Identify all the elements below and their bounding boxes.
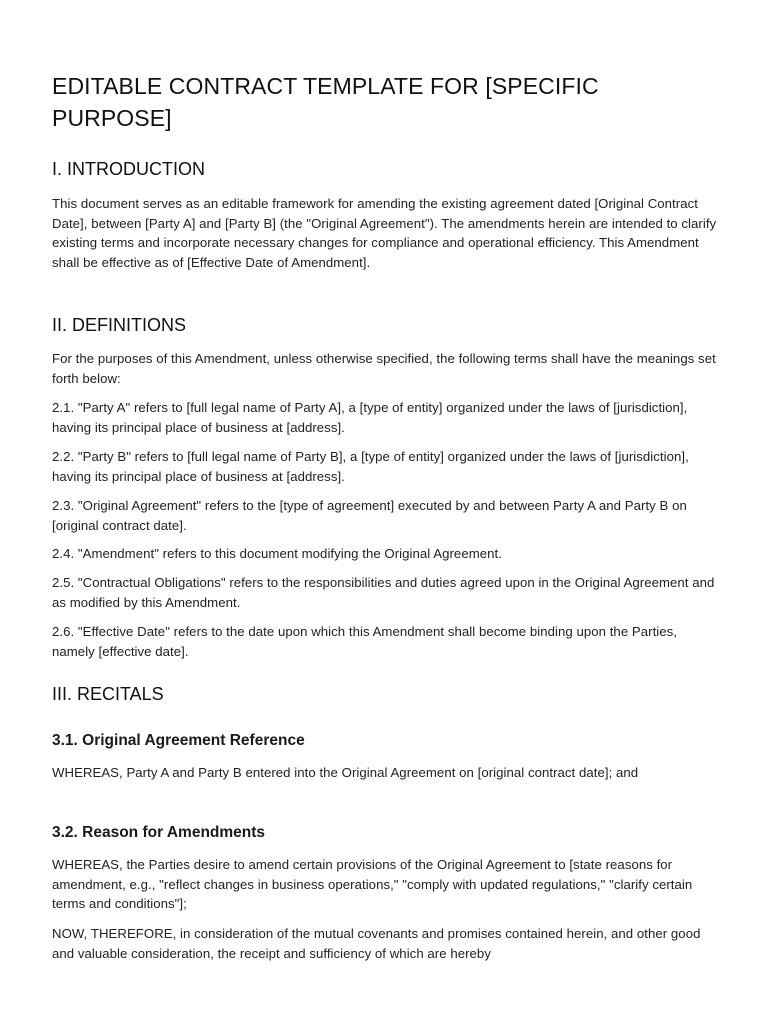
section-heading-definitions: II. DEFINITIONS [52, 315, 187, 335]
definition-item-party-a: 2.1. "Party A" refers to [full legal name of Party A], a [type of entity] organized under the laws of [jurisdiction], having its principal place of business at [address]. [52, 400, 688, 435]
subsection-heading-reason-for-amendments: 3.2. Reason for Amendments [52, 824, 266, 841]
definitions-intro-paragraph: For the purposes of this Amendment, unless otherwise specified, the following terms shall have the meanings set forth below: [52, 351, 716, 386]
subsection-heading-original-agreement-reference: 3.1. Original Agreement Reference [52, 732, 305, 749]
introduction-paragraph: This document serves as an editable framework for amending the existing agreement dated [Original Contract Date], between [Party A] and [Party B] (the "Original Agreement"). The amendments herein are intended to clarify existing terms and incorporate necessary changes for compliance and operational efficiency. This Amendment shall be effective as of [Effective Date of Amendment]. [52, 196, 717, 270]
section-heading-introduction: I. INTRODUCTION [52, 159, 205, 179]
definition-item-party-b: 2.2. "Party B" refers to [full legal name of Party B], a [type of entity] organized under the laws of [jurisdiction], having its principal place of business at [address]. [52, 449, 689, 484]
section-heading-recitals: III. RECITALS [52, 684, 164, 704]
definition-item-contractual-obligations: 2.5. "Contractual Obligations" refers to the responsibilities and duties agreed upon in the Original Agreement and as modified by this Amendment. [52, 575, 715, 610]
recital-reason-paragraph: WHEREAS, the Parties desire to amend certain provisions of the Original Agreement to [state reasons for amendment, e.g., "reflect changes in business operations," "comply with updated regulations," "clarify certain terms and conditions"]; [52, 857, 693, 912]
document-title: EDITABLE CONTRACT TEMPLATE FOR [SPECIFIC PURPOSE] [52, 73, 599, 131]
definition-item-amendment: 2.4. "Amendment" refers to this document modifying the Original Agreement. [52, 546, 502, 561]
definition-item-original-agreement: 2.3. "Original Agreement" refers to the [type of agreement] executed by and between Party A and Party B on [original contract date]. [52, 498, 687, 533]
recital-original-agreement-paragraph: WHEREAS, Party A and Party B entered into the Original Agreement on [original contract date]; and [52, 765, 639, 780]
recital-consideration-paragraph: NOW, THEREFORE, in consideration of the mutual covenants and promises contained herein, and other good and valuable consideration, the receipt and sufficiency of which are hereby [52, 926, 701, 961]
definition-item-effective-date: 2.6. "Effective Date" refers to the date upon which this Amendment shall become binding upon the Parties, namely [effective date]. [52, 624, 678, 659]
